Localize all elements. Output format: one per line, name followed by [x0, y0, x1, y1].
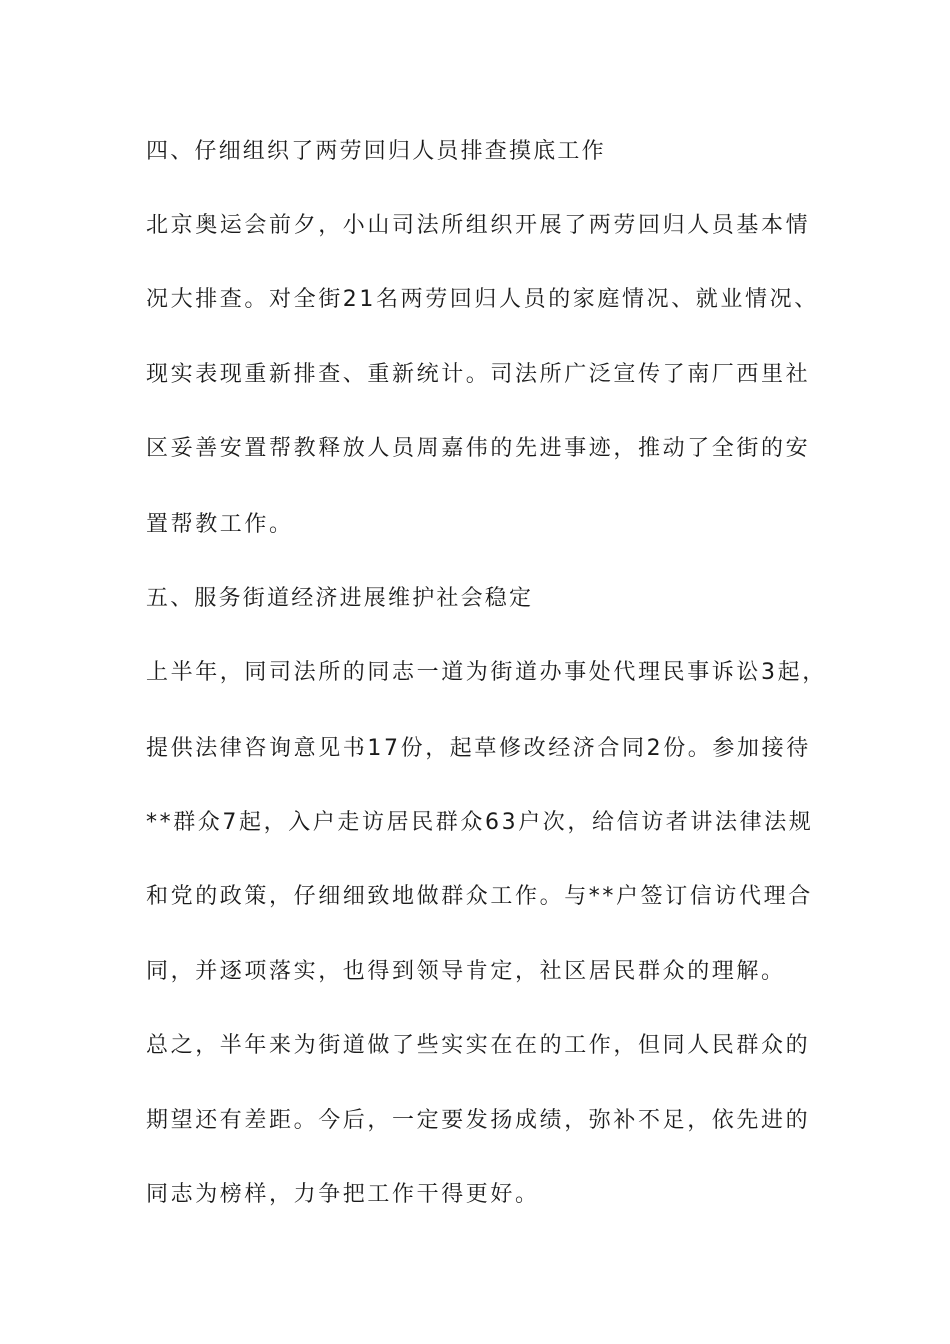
paragraph-line: 总之，半年来为街道做了些实实在在的工作，但同人民群众的: [146, 1033, 811, 1058]
paragraph-line: 提供法律咨询意见书17份，起草修改经济合同2份。参加接待: [146, 736, 811, 761]
paragraph-line: 北京奥运会前夕，小山司法所组织开展了两劳回归人员基本情: [146, 213, 811, 238]
paragraph-line: 现实表现重新排查、重新统计。司法所广泛宣传了南厂西里社: [146, 362, 811, 387]
paragraph-line: 期望还有差距。今后，一定要发扬成绩，弥补不足，依先进的: [146, 1108, 811, 1133]
paragraph-line: 区妥善安置帮教释放人员周嘉伟的先进事迹，推动了全街的安: [146, 436, 811, 461]
paragraph-line: 况大排查。对全街21名两劳回归人员的家庭情况、就业情况、: [146, 287, 819, 312]
paragraph-line: 同志为榜样，力争把工作干得更好。: [146, 1182, 540, 1207]
paragraph-line: 和党的政策，仔细细致地做群众工作。与**户签订信访代理合: [146, 884, 813, 909]
paragraph-line: 置帮教工作。: [146, 512, 294, 537]
paragraph-line: 同，并逐项落实，也得到领导肯定，社区居民群众的理解。: [146, 959, 786, 984]
section-heading-4: 四、仔细组织了两劳回归人员排查摸底工作: [146, 139, 606, 164]
paragraph-line: **群众7起，入户走访居民群众63户次，给信访者讲法律法规: [146, 810, 814, 835]
section-heading-5: 五、服务街道经济进展维护社会稳定: [146, 586, 534, 611]
paragraph-line: 上半年，同司法所的同志一道为街道办事处代理民事诉讼3起，: [146, 660, 827, 685]
